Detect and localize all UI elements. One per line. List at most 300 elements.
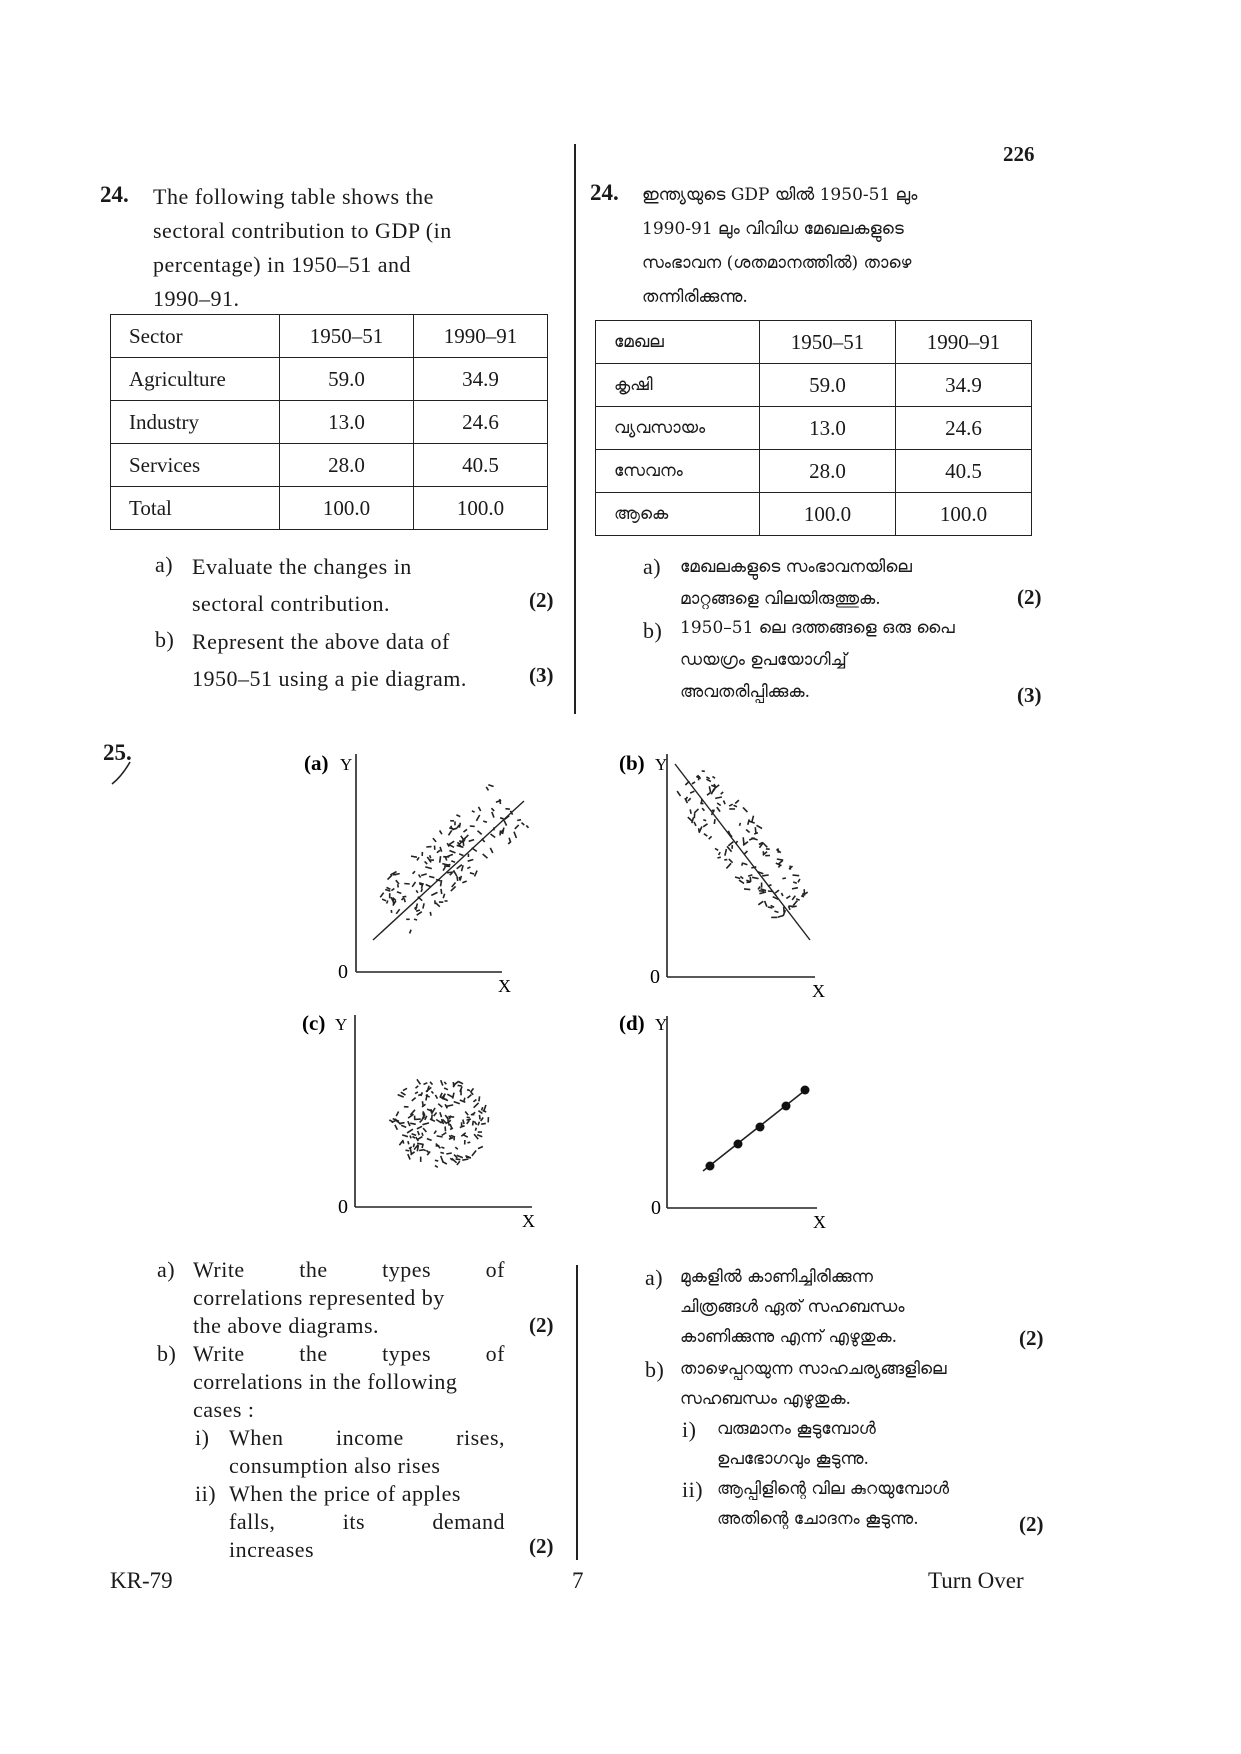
scatter-dash <box>764 844 768 848</box>
x-axis-label: X <box>812 981 825 1001</box>
scatter-dash <box>455 1147 458 1149</box>
scatter-dash <box>437 850 440 853</box>
scatter-dash <box>759 891 765 892</box>
scatter-dash <box>467 1090 470 1091</box>
footer-code: KR-79 <box>110 1568 173 1593</box>
scatter-dash <box>504 820 507 825</box>
table-row <box>111 401 548 444</box>
scatter-dash <box>412 882 415 887</box>
scatter-dash <box>805 892 808 894</box>
scatter-dash <box>409 1147 412 1149</box>
panel-label: (c) <box>302 1011 326 1035</box>
scatter-dash <box>456 1159 461 1160</box>
scatter-dash <box>459 854 463 856</box>
table-cell: Services <box>111 444 280 487</box>
scatter-dash <box>444 1088 448 1090</box>
scatter-dash <box>417 1079 421 1084</box>
scatter-dash <box>752 816 754 822</box>
scatter-dash <box>706 777 709 779</box>
scatter-dash <box>483 1111 487 1113</box>
scatter-dash <box>724 801 726 805</box>
table-cell: Total <box>111 487 280 530</box>
scatter-dash <box>436 903 440 907</box>
scatter-dash <box>436 1120 441 1123</box>
scatter-dash <box>440 830 442 834</box>
q25b-label-en: b) <box>157 1341 177 1366</box>
scatter-dash <box>388 875 393 880</box>
scatter-dash <box>778 860 783 864</box>
q24b-text-ml-line: 1950–51 ലെ ദത്തങ്ങളെ ഒരു പൈ <box>680 618 955 638</box>
table-cell: 24.6 <box>414 401 548 444</box>
scatter-dash <box>459 1082 463 1084</box>
table-cell: 40.5 <box>414 444 548 487</box>
scatter-dash <box>435 1160 438 1161</box>
scatter-dash <box>736 841 738 844</box>
x-axis-label: X <box>522 1211 535 1231</box>
scatter-dash <box>402 1135 408 1137</box>
data-point <box>734 1140 743 1149</box>
scatter-dash <box>391 889 394 891</box>
q25b-label-ml: b) <box>645 1357 665 1382</box>
x-axis-label: X <box>813 1212 826 1232</box>
q24a-text-ml-line: മാറ്റങ്ങളെ വിലയിരുത്തുക. <box>680 589 881 609</box>
scatter-dash <box>441 1156 443 1162</box>
scatter-dash <box>401 1092 406 1095</box>
table-header-cell: 1990–91 <box>896 321 1032 364</box>
scatter-dash <box>704 834 707 836</box>
table-cell: 100.0 <box>280 487 414 530</box>
q24a-marks-en: (2) <box>529 588 554 612</box>
scatter-dash <box>714 819 715 824</box>
scatter-dash <box>793 901 797 906</box>
trend-line <box>373 801 524 940</box>
scatter-dash <box>440 856 441 863</box>
scatter-dash <box>396 880 399 884</box>
footer-page-number: 7 <box>572 1568 584 1593</box>
scatter-dash <box>424 1083 428 1085</box>
scatter-dash <box>443 867 445 871</box>
table-cell: 40.5 <box>896 450 1032 493</box>
scatter-dash <box>457 865 462 869</box>
scatter-dash <box>700 803 703 804</box>
scatter-dash <box>410 1148 411 1154</box>
q24a-text-en <box>192 548 522 622</box>
scatter-dash <box>407 1129 413 1133</box>
table-header-cell: 1950–51 <box>760 321 896 364</box>
table-row <box>596 364 1032 407</box>
scatter-dash <box>478 1147 483 1149</box>
q24a-label-en: a) <box>155 552 174 577</box>
scatter-dash <box>422 1133 423 1136</box>
q25b-text-ml-line: താഴെപ്പറയുന്ന സാഹചര്യങ്ങളിലെ <box>680 1359 947 1379</box>
q25a-text-ml-line: മുകളിൽ കാണിച്ചിരിക്കുന്ന <box>680 1267 873 1287</box>
table-cell: 13.0 <box>760 407 896 450</box>
q24a-label-ml: a) <box>643 554 662 579</box>
scatter-dash <box>412 1098 416 1101</box>
scatter-dash <box>792 896 795 900</box>
scatter-dash <box>442 1133 447 1136</box>
q25a-text-en-line: the above diagrams. <box>193 1313 380 1338</box>
scatter-dash <box>416 1086 419 1088</box>
scatter-dash <box>692 782 695 784</box>
scatter-dash <box>457 845 464 847</box>
scatter-dash <box>408 1141 409 1144</box>
scatter-dash <box>431 1109 432 1113</box>
scatter-dash <box>425 1116 427 1120</box>
scatter-dash <box>748 819 749 824</box>
scatter-dash <box>431 892 437 895</box>
table-header-row <box>111 315 548 358</box>
scatter-dash <box>479 1096 480 1101</box>
q24b-marks-ml: (3) <box>1017 683 1042 707</box>
scatter-dash <box>774 911 778 912</box>
scatter-dash <box>517 820 521 821</box>
scatter-dash <box>793 882 797 883</box>
scatter-dash <box>441 1080 443 1085</box>
table-row <box>111 444 548 487</box>
q25-number: 25. <box>103 740 132 765</box>
scatter-dash <box>457 825 459 828</box>
q24a-marks-ml: (2) <box>1017 585 1042 609</box>
y-axis-label: Y <box>335 1015 348 1034</box>
scatter-dash <box>470 873 474 874</box>
scatter-panel-d <box>619 1011 826 1232</box>
scatter-dash <box>734 805 738 806</box>
scatter-dash <box>398 884 399 887</box>
scatter-dash <box>702 808 704 811</box>
scatter-dash <box>451 861 455 862</box>
q25b-marks-ml: (2) <box>1019 1512 1044 1536</box>
scatter-dash <box>450 1128 453 1130</box>
q24-stem-en-line: percentage) in 1950–51 and <box>153 252 411 277</box>
scatter-dash <box>712 777 715 779</box>
scatter-dash <box>417 912 422 916</box>
y-axis-label: Y <box>655 1015 668 1034</box>
scatter-dash <box>434 1131 436 1134</box>
scatter-dash <box>692 817 694 823</box>
q25a-text-ml <box>680 1262 996 1352</box>
scatter-dash <box>387 901 388 904</box>
scatter-dash <box>758 887 760 890</box>
scatter-dash <box>393 874 396 875</box>
scatter-dash <box>786 896 790 899</box>
q25b-text-en <box>193 1340 505 1424</box>
scatter-dash <box>696 776 701 778</box>
scatter-dash <box>742 863 743 866</box>
scatter-dash <box>735 877 740 879</box>
scatter-dash <box>458 1085 462 1086</box>
scatter-dash <box>380 893 384 898</box>
q25-scatter-figure <box>0 740 1241 1240</box>
scatter-dash <box>475 1128 476 1131</box>
scatter-dash <box>481 1123 486 1124</box>
scatter-dash <box>425 861 428 864</box>
scatter-dash <box>463 1120 464 1125</box>
q24-stem-ml-line: ഇന്ത്യയുടെ GDP യിൽ 1950-51 ലും <box>642 185 918 205</box>
scatter-dash <box>443 894 444 898</box>
scatter-dash <box>490 848 493 853</box>
scatter-dash <box>749 838 755 840</box>
scatter-dash <box>481 1118 484 1122</box>
origin-label: 0 <box>338 1196 348 1218</box>
scatter-dash <box>435 1095 437 1099</box>
scatter-dash <box>768 891 773 892</box>
scatter-dash <box>399 1141 402 1145</box>
q25a-text-en-line: correlations represented by <box>193 1285 445 1310</box>
q25a-text-en <box>193 1256 505 1340</box>
scatter-dash <box>402 898 404 900</box>
q25bi-label-ml: i) <box>682 1417 697 1442</box>
q25b-text-en-line: Write the types of <box>193 1341 505 1366</box>
table-cell: 100.0 <box>896 493 1032 536</box>
scatter-dash <box>703 820 706 821</box>
scatter-dash <box>757 825 763 828</box>
scatter-dash <box>478 1111 482 1114</box>
scatter-dash <box>449 851 455 853</box>
scatter-dash <box>417 1137 422 1140</box>
scatter-dash <box>718 857 721 858</box>
scatter-dash <box>465 1112 468 1116</box>
scatter-dash <box>468 860 474 862</box>
scatter-dash <box>430 1082 433 1085</box>
scatter-dash <box>423 1123 430 1125</box>
q24-stem-ml-line: സംഭാവന (ശതമാനത്തിൽ) താഴെ <box>642 253 912 273</box>
scatter-dash <box>473 1100 476 1102</box>
scatter-dash <box>694 822 696 826</box>
scatter-dash <box>419 875 421 878</box>
scatter-dash <box>423 1150 426 1151</box>
q25b-marks-en: (2) <box>529 1534 554 1558</box>
dot-cloud <box>389 1079 488 1167</box>
q24b-marks-en: (3) <box>529 663 554 687</box>
scatter-dash <box>476 815 479 821</box>
scatter-dash <box>449 841 454 844</box>
scatter-dash <box>486 787 488 791</box>
scatter-panel-a <box>304 751 529 996</box>
scatter-dash <box>411 856 417 857</box>
scatter-dash <box>396 909 400 914</box>
scatter-dash <box>418 1131 420 1135</box>
scatter-dash <box>417 1126 422 1129</box>
table-cell: 13.0 <box>280 401 414 444</box>
scatter-dash <box>694 809 698 813</box>
scatter-dash <box>471 1088 474 1092</box>
scatter-dash <box>412 1134 417 1136</box>
scatter-dash <box>719 852 721 855</box>
y-axis-label: Y <box>340 755 353 774</box>
scatter-dash <box>468 1095 472 1098</box>
scatter-dash <box>457 1161 460 1165</box>
scatter-dash <box>743 837 744 844</box>
scatter-dash <box>410 1136 411 1139</box>
scatter-dash <box>440 1112 442 1117</box>
scatter-dash <box>793 875 800 876</box>
scatter-dash <box>777 859 783 860</box>
scatter-dash <box>709 786 710 792</box>
scatter-dash <box>746 880 750 881</box>
scatter-dash <box>727 846 732 851</box>
data-point <box>801 1086 810 1095</box>
scatter-dash <box>459 877 460 880</box>
scatter-dash <box>408 1154 410 1159</box>
scatter-dash <box>505 809 510 810</box>
scatter-dash <box>686 797 688 800</box>
table-header-cell: 1950–51 <box>280 315 414 358</box>
scatter-dash <box>454 1081 459 1085</box>
table-cell: സേവനം <box>596 450 760 493</box>
q25bi-text-ml-line: വരുമാനം കൂടുമ്പോൾ <box>717 1419 876 1439</box>
scatter-dash <box>389 1120 393 1122</box>
q24-stem-ml <box>642 178 1012 314</box>
scatter-dash <box>472 1112 476 1115</box>
scatter-dash <box>467 1142 470 1143</box>
scatter-dash <box>449 830 452 835</box>
scatter-dash <box>414 919 417 920</box>
q25bi-label-en: i) <box>195 1425 210 1450</box>
q25bii-text-ml-line: അതിന്റെ ചോദനം കൂടുന്നു. <box>717 1509 919 1529</box>
table-cell: 34.9 <box>896 364 1032 407</box>
scatter-dash <box>744 851 747 854</box>
scatter-dash <box>480 1115 481 1120</box>
scatter-dash <box>699 828 700 832</box>
table-row <box>111 487 548 530</box>
q25b-text-en-line: correlations in the following <box>193 1369 458 1394</box>
scatter-dash <box>447 854 453 856</box>
scatter-dash <box>715 848 718 850</box>
scatter-dash <box>438 1104 442 1108</box>
scatter-dash <box>751 867 756 868</box>
scatter-dash <box>387 887 391 889</box>
scatter-dash <box>446 1153 452 1154</box>
panel-label: (a) <box>304 751 329 775</box>
scatter-dash <box>474 1103 479 1108</box>
scatter-dash <box>415 1092 418 1094</box>
q24b-text-ml <box>680 612 1010 708</box>
scatter-dash <box>475 871 478 877</box>
q25bii-text-ml <box>717 1474 1017 1534</box>
scatter-dash <box>456 815 460 817</box>
scatter-dash <box>403 896 407 897</box>
q24a-text-en-line: sectoral contribution. <box>192 591 390 616</box>
scatter-dash <box>744 889 750 890</box>
q25bii-text-en <box>229 1480 505 1564</box>
q24b-text-ml-line: ഡയഗ്രം ഉപയോഗിച്ച് <box>680 650 847 670</box>
scatter-dash <box>782 878 786 879</box>
table-cell: ആകെ <box>596 493 760 536</box>
scatter-dash <box>467 1120 470 1124</box>
scatter-dash <box>419 884 422 885</box>
scatter-dash <box>451 886 456 891</box>
scatter-dash <box>775 890 779 893</box>
scatter-dash <box>440 847 442 852</box>
scatter-dash <box>404 898 405 902</box>
x-axis-label: X <box>498 976 511 996</box>
scatter-dash <box>445 857 446 860</box>
q25a-marks-ml: (2) <box>1019 1326 1044 1350</box>
scatter-dash <box>735 800 739 803</box>
scatter-dash <box>441 880 442 886</box>
q24b-text-en <box>192 623 522 697</box>
scatter-dash <box>471 1092 473 1095</box>
scatter-dash <box>743 863 747 865</box>
scatter-dash <box>430 912 431 916</box>
scatter-dash <box>423 1128 426 1132</box>
scatter-dash <box>448 1117 454 1118</box>
scatter-dash <box>472 811 475 812</box>
q24a-text-ml <box>680 551 990 615</box>
scatter-dash <box>453 1082 454 1087</box>
scatter-dash <box>721 792 724 794</box>
scatter-dash <box>482 1107 483 1110</box>
scatter-dash <box>729 804 733 806</box>
scatter-dash <box>752 877 759 878</box>
data-point <box>782 1102 791 1111</box>
scatter-dash <box>726 863 731 868</box>
scatter-dash <box>796 899 800 900</box>
scatter-dash <box>725 849 727 856</box>
q24b-label-en: b) <box>155 627 175 652</box>
scatter-dash <box>690 809 691 814</box>
q25bi-text-en-line: consumption also rises <box>229 1453 441 1478</box>
q24-stem-en-line: 1990–91. <box>153 286 240 311</box>
scatter-dash <box>416 904 418 911</box>
scatter-dash <box>454 870 457 876</box>
q24b-label-ml: b) <box>643 618 663 643</box>
scatter-dash <box>768 907 773 908</box>
scatter-dash <box>395 1125 398 1130</box>
q25bii-label-ml: ii) <box>682 1477 704 1502</box>
scatter-dash <box>740 876 743 878</box>
scatter-dash <box>729 859 733 863</box>
scatter-dash <box>447 864 450 865</box>
scatter-dash <box>715 797 722 798</box>
table-cell: കൃഷി <box>596 364 760 407</box>
scatter-dash <box>464 1098 465 1101</box>
scatter-dash <box>703 824 707 827</box>
scatter-dash <box>420 1120 423 1123</box>
q24b-text-en-line: 1950–51 using a pie diagram. <box>192 666 467 691</box>
scatter-dash <box>690 791 694 793</box>
q24-stem-en-line: sectoral contribution to GDP (in <box>153 218 452 243</box>
q24-stem-en <box>153 180 513 316</box>
origin-label: 0 <box>650 966 660 988</box>
scatter-dash <box>473 1121 474 1126</box>
q25a-marks-en: (2) <box>529 1313 554 1337</box>
q25b-text-ml <box>680 1354 1010 1414</box>
scatter-dash <box>397 892 401 894</box>
dot-cloud <box>380 785 528 934</box>
data-point <box>706 1162 715 1171</box>
table-row <box>596 493 1032 536</box>
scatter-dash <box>526 825 528 827</box>
q25bi-text-ml-line: ഉപഭോഗവും കൂടുന്നു. <box>717 1449 869 1469</box>
scatter-dash <box>483 854 488 858</box>
q24-number-ml: 24. <box>590 180 619 205</box>
trend-line <box>703 1088 808 1171</box>
table-cell: 24.6 <box>896 407 1032 450</box>
scatter-dash <box>469 840 474 842</box>
scatter-dash <box>798 879 800 882</box>
scatter-dash <box>426 885 431 887</box>
q24-stem-ml-line: 1990-91 ലും വിവിധ മേഖലകളുടെ <box>642 219 904 239</box>
footer-turn-over: Turn Over <box>928 1568 1024 1593</box>
scatter-dash <box>762 875 769 876</box>
scatter-dash <box>765 901 767 907</box>
scatter-dash <box>412 1137 415 1139</box>
q24-stem-ml-line: തന്നിരിക്കുന്നു. <box>642 287 748 307</box>
scatter-dash <box>435 1166 438 1168</box>
scatter-dash <box>433 838 436 842</box>
